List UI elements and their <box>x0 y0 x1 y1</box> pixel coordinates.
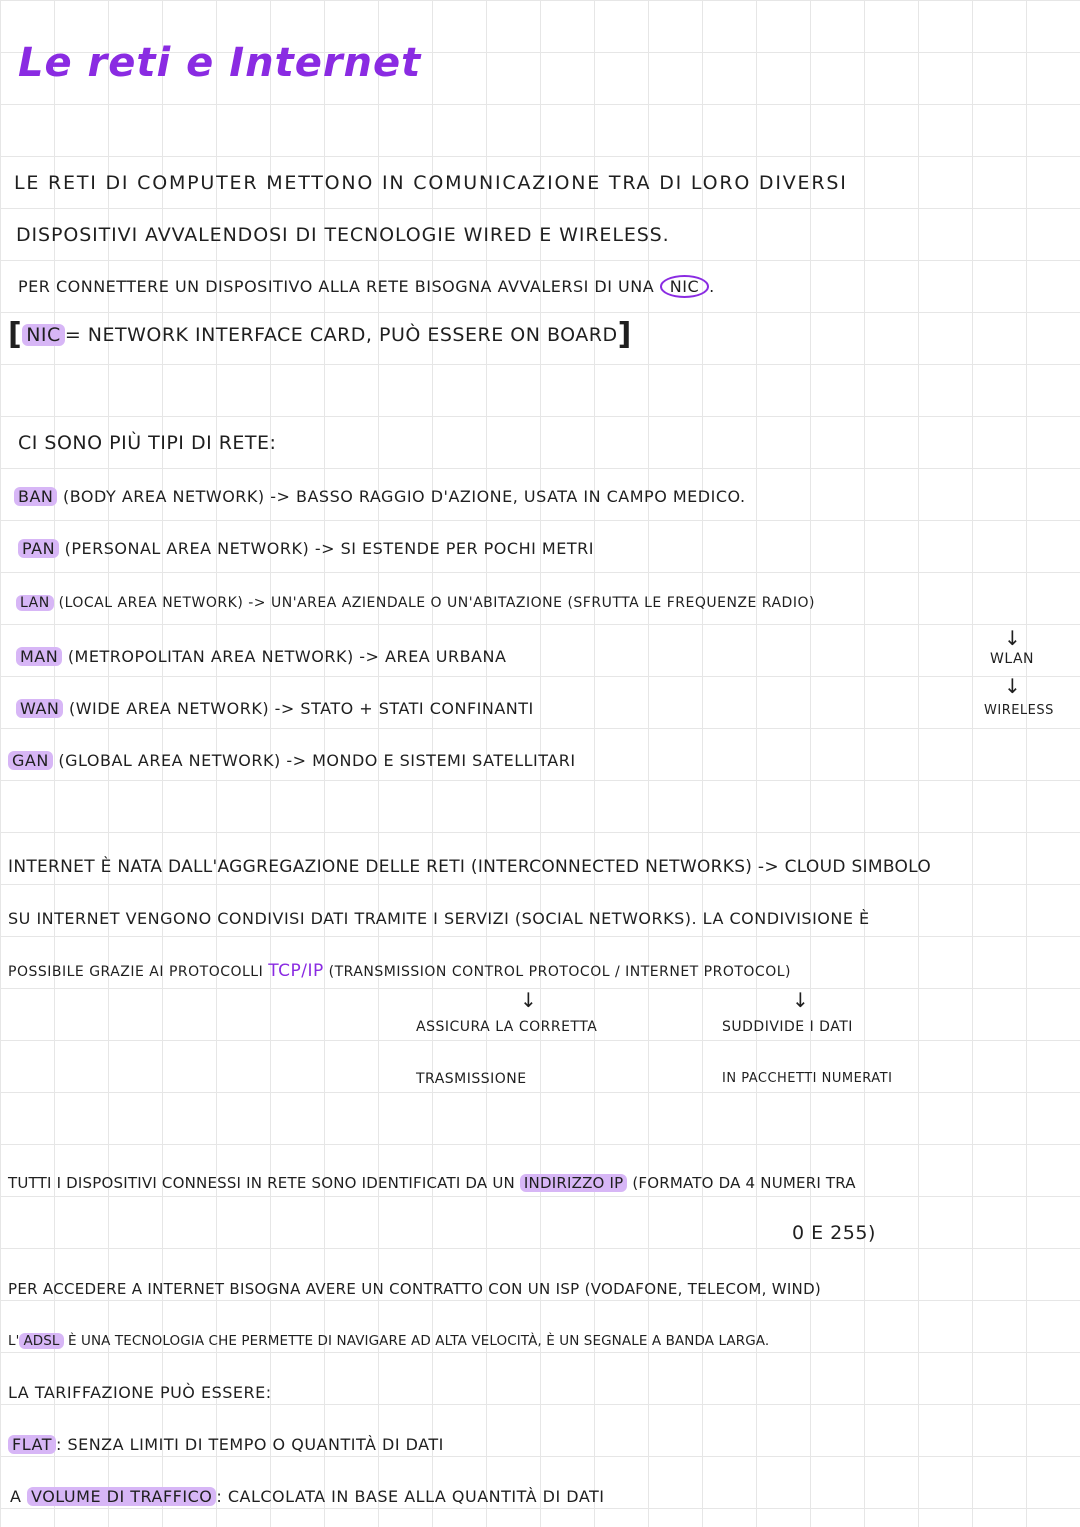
network-type-ban <box>14 484 746 510</box>
intro-line-2: DISPOSITIVI AVVALENDOSI DI TECNOLOGIE WIRED E WIRELESS. <box>16 224 670 246</box>
tcp-note-1: ASSICURA LA CORRETTA <box>416 1019 598 1035</box>
nic-highlight: NIC <box>22 324 65 346</box>
tariff-flat <box>8 1432 444 1458</box>
man-abbr: MAN <box>16 647 62 666</box>
network-type-man <box>16 644 506 670</box>
flat-term: FLAT <box>8 1435 56 1454</box>
flat-desc: : SENZA LIMITI DI TEMPO O QUANTITÀ DI DATI <box>55 1435 444 1454</box>
tcp-arrow: ↓ <box>520 988 537 1012</box>
intro-line-3 <box>18 274 715 300</box>
open-bracket: [ <box>8 317 23 352</box>
types-heading: CI SONO PIÙ TIPI DI RETE: <box>18 432 277 454</box>
ip-note-2: IN PACCHETTI NUMERATI <box>722 1071 893 1086</box>
tcpip-term: TCP/IP <box>268 961 324 981</box>
pan-abbr: PAN <box>18 539 59 558</box>
lan-desc: (LOCAL AREA NETWORK) -> UN'AREA AZIENDALE O UN'ABITAZIONE (SFRUTTA LE FREQUENZE RADIO) <box>58 595 815 611</box>
intro-line-3-text: PER CONNETTERE UN DISPOSITIVO ALLA RETE BISOGNA AVVALERSI DI UNA <box>18 277 655 296</box>
internet-line-3-start: POSSIBILE GRAZIE AI PROTOCOLLI <box>8 964 264 980</box>
network-type-lan <box>16 590 815 616</box>
wlan-label: WLAN <box>990 651 1035 667</box>
nic-definition <box>8 317 632 352</box>
ban-abbr: BAN <box>14 487 57 506</box>
internet-line-3 <box>8 958 791 985</box>
intro-line-3-end: . <box>709 277 715 296</box>
internet-line-2: SU INTERNET VENGONO CONDIVISI DATI TRAMITE I SERVIZI (SOCIAL NETWORKS). LA CONDIVISIONE È <box>8 909 870 928</box>
wireless-label: WIRELESS <box>984 703 1054 718</box>
wlan-arrow-1: ↓ <box>1004 626 1021 650</box>
tcp-note-2: TRASMISSIONE <box>416 1071 527 1087</box>
network-type-gan <box>8 748 576 774</box>
pan-desc: (PERSONAL AREA NETWORK) -> SI ESTENDE PER POCHI METRI <box>64 539 594 558</box>
page-title: Le reti e Internet <box>18 40 422 86</box>
network-type-pan <box>18 536 594 562</box>
gan-desc: (GLOBAL AREA NETWORK) -> MONDO E SISTEMI SATELLITARI <box>58 751 576 770</box>
close-bracket: ] <box>617 317 632 352</box>
man-desc: (METROPOLITAN AREA NETWORK) -> AREA URBANA <box>67 647 507 666</box>
ban-desc: (BODY AREA NETWORK) -> BASSO RAGGIO D'AZIONE, USATA IN CAMPO MEDICO. <box>62 487 746 506</box>
internet-line-1: INTERNET È NATA DALL'AGGREGAZIONE DELLE RETI (INTERCONNECTED NETWORKS) -> CLOUD SIMBOLO <box>8 857 932 877</box>
access-line-1: PER ACCEDERE A INTERNET BISOGNA AVERE UN CONTRATTO CON UN ISP (VODAFONE, TELECOM, WIND) <box>8 1280 822 1298</box>
adsl-line-end: È UNA TECNOLOGIA CHE PERMETTE DI NAVIGARE AD ALTA VELOCITÀ, È UN SEGNALE A BANDA LARGA. <box>67 1333 770 1349</box>
network-type-wan <box>16 696 534 722</box>
ip-note-1: SUDDIVIDE I DATI <box>722 1019 853 1035</box>
wan-abbr: WAN <box>16 699 63 718</box>
internet-line-3-end: (TRANSMISSION CONTROL PROTOCOL / INTERNET PROTOCOL) <box>328 964 791 980</box>
adsl-term: ADSL <box>19 1333 63 1349</box>
ip-line-1 <box>8 1170 856 1196</box>
intro-line-1: LE RETI DI COMPUTER METTONO IN COMUNICAZIONE TRA DI LORO DIVERSI <box>14 172 848 194</box>
nic-definition-text: = NETWORK INTERFACE CARD, PUÒ ESSERE ON BOARD <box>64 324 618 346</box>
volume-desc: : CALCOLATA IN BASE ALLA QUANTITÀ DI DATI <box>216 1487 605 1506</box>
wlan-arrow-2: ↓ <box>1004 674 1021 698</box>
adsl-prefix: L' <box>8 1333 20 1349</box>
ip-line-2: 0 E 255) <box>792 1222 876 1244</box>
ip-line-1-end: (FORMATO DA 4 NUMERI TRA <box>632 1174 856 1192</box>
ip-line-1-start: TUTTI I DISPOSITIVI CONNESSI IN RETE SONO IDENTIFICATI DA UN <box>8 1174 515 1192</box>
lan-abbr: LAN <box>16 595 54 611</box>
tariff-heading: LA TARIFFAZIONE PUÒ ESSERE: <box>8 1383 272 1402</box>
nic-term: NIC <box>660 275 709 298</box>
volume-prefix: A <box>10 1487 22 1506</box>
adsl-line <box>8 1328 769 1354</box>
tariff-volume <box>10 1484 605 1510</box>
ip-arrow: ↓ <box>792 988 809 1012</box>
gan-abbr: GAN <box>8 751 53 770</box>
wan-desc: (WIDE AREA NETWORK) -> STATO + STATI CONFINANTI <box>68 699 534 718</box>
volume-term: VOLUME DI TRAFFICO <box>27 1487 216 1506</box>
ip-address-term: INDIRIZZO IP <box>520 1174 627 1192</box>
